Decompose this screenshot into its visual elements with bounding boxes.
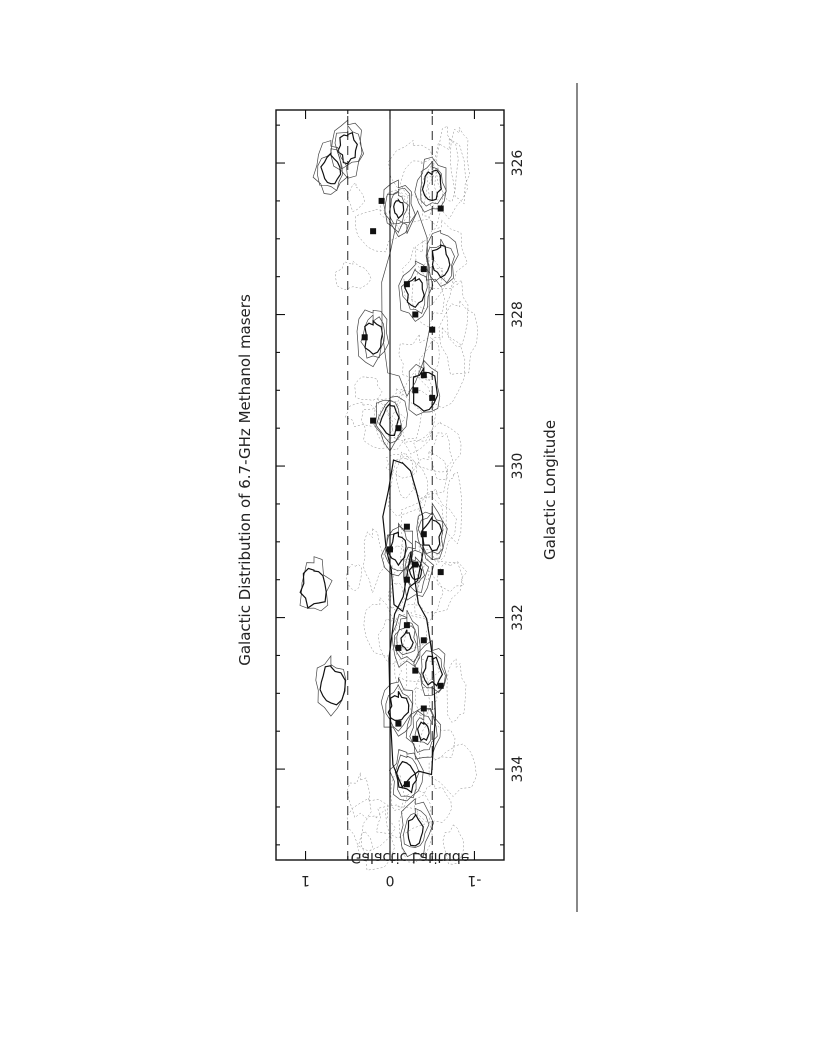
maser-point: [404, 781, 410, 787]
diffuse-contour: [376, 805, 424, 838]
maser-point: [421, 706, 427, 712]
plot-area: [276, 110, 504, 870]
diffuse-contour: [347, 183, 364, 212]
diffuse-contour: [450, 127, 469, 204]
x-tick-label: 334: [510, 755, 526, 783]
diffuse-contour: [388, 583, 405, 609]
x-axis-label: Galactic Longitude: [541, 419, 559, 561]
diffuse-contour: [356, 209, 400, 252]
diffuse-contour: [446, 472, 462, 544]
maser-point: [412, 312, 418, 318]
diffuse-contour: [438, 562, 467, 592]
maser-point: [438, 569, 444, 575]
source-contour: [300, 557, 332, 611]
maser-point: [404, 622, 410, 628]
maser-point: [421, 637, 427, 643]
diffuse-contour: [439, 301, 478, 374]
x-tick-label: 326: [510, 149, 526, 177]
maser-point: [387, 546, 393, 552]
x-tick-labels: [510, 150, 526, 783]
maser-point: [429, 395, 435, 401]
diffuse-contour: [363, 529, 384, 593]
source-contour: [397, 762, 417, 793]
reference-lines: [348, 110, 432, 860]
maser-point: [370, 228, 376, 234]
source-contour: [331, 120, 364, 178]
maser-point: [429, 327, 435, 333]
maser-point: [362, 334, 368, 340]
maser-point: [404, 524, 410, 530]
diffuse-contour: [400, 159, 438, 222]
y-tick-label: -1: [467, 872, 482, 888]
maser-point: [421, 266, 427, 272]
x-tick-label: 330: [510, 452, 526, 480]
source-contour: [384, 180, 416, 237]
maser-point: [379, 198, 385, 204]
diffuse-contour: [447, 659, 466, 723]
maser-point: [412, 668, 418, 674]
y-tick-label: 1: [301, 872, 311, 888]
source-contour: [394, 200, 404, 218]
diffuse-contour: [418, 328, 465, 408]
diffuse-contour: [419, 723, 455, 760]
source-contour: [404, 808, 429, 847]
maser-point: [412, 736, 418, 742]
maser-point: [438, 206, 444, 212]
maser-point: [370, 418, 376, 424]
source-contour: [320, 666, 345, 705]
maser-point: [404, 577, 410, 583]
maser-point: [421, 531, 427, 537]
figure-title: Galactic Distribution of 6.7-GHz Methanol masers: [236, 294, 254, 666]
maser-point: [395, 721, 401, 727]
diffuse-contour: [431, 433, 453, 480]
diffuse-contour: [446, 280, 468, 347]
maser-point: [421, 372, 427, 378]
y-axis-label: Galactic Latitude: [350, 849, 470, 865]
maser-point: [412, 562, 418, 568]
source-contour: [418, 722, 430, 740]
y-tick-labels: [301, 872, 481, 888]
maser-point: [395, 645, 401, 651]
ridge-contour: [389, 551, 435, 787]
diffuse-contour: [414, 422, 461, 472]
diffuse-contour: [396, 452, 413, 499]
source-contour: [388, 691, 408, 720]
diffuse-contour: [355, 377, 383, 401]
maser-points: [362, 198, 444, 787]
ridge-contour: [382, 211, 430, 396]
maser-point: [438, 683, 444, 689]
y-tick-label: 0: [385, 872, 395, 888]
diffuse-contour: [399, 334, 440, 381]
maser-point: [412, 387, 418, 393]
diffuse-contour: [346, 564, 361, 590]
diffuse-contour: [412, 452, 446, 499]
diffuse-contour: [335, 261, 371, 290]
maser-point: [395, 425, 401, 431]
maser-point: [404, 281, 410, 287]
x-tick-label: 332: [510, 604, 526, 631]
diffuse-contour: [389, 458, 428, 516]
emission-contours: [300, 120, 478, 870]
x-tick-label: 328: [510, 301, 526, 328]
